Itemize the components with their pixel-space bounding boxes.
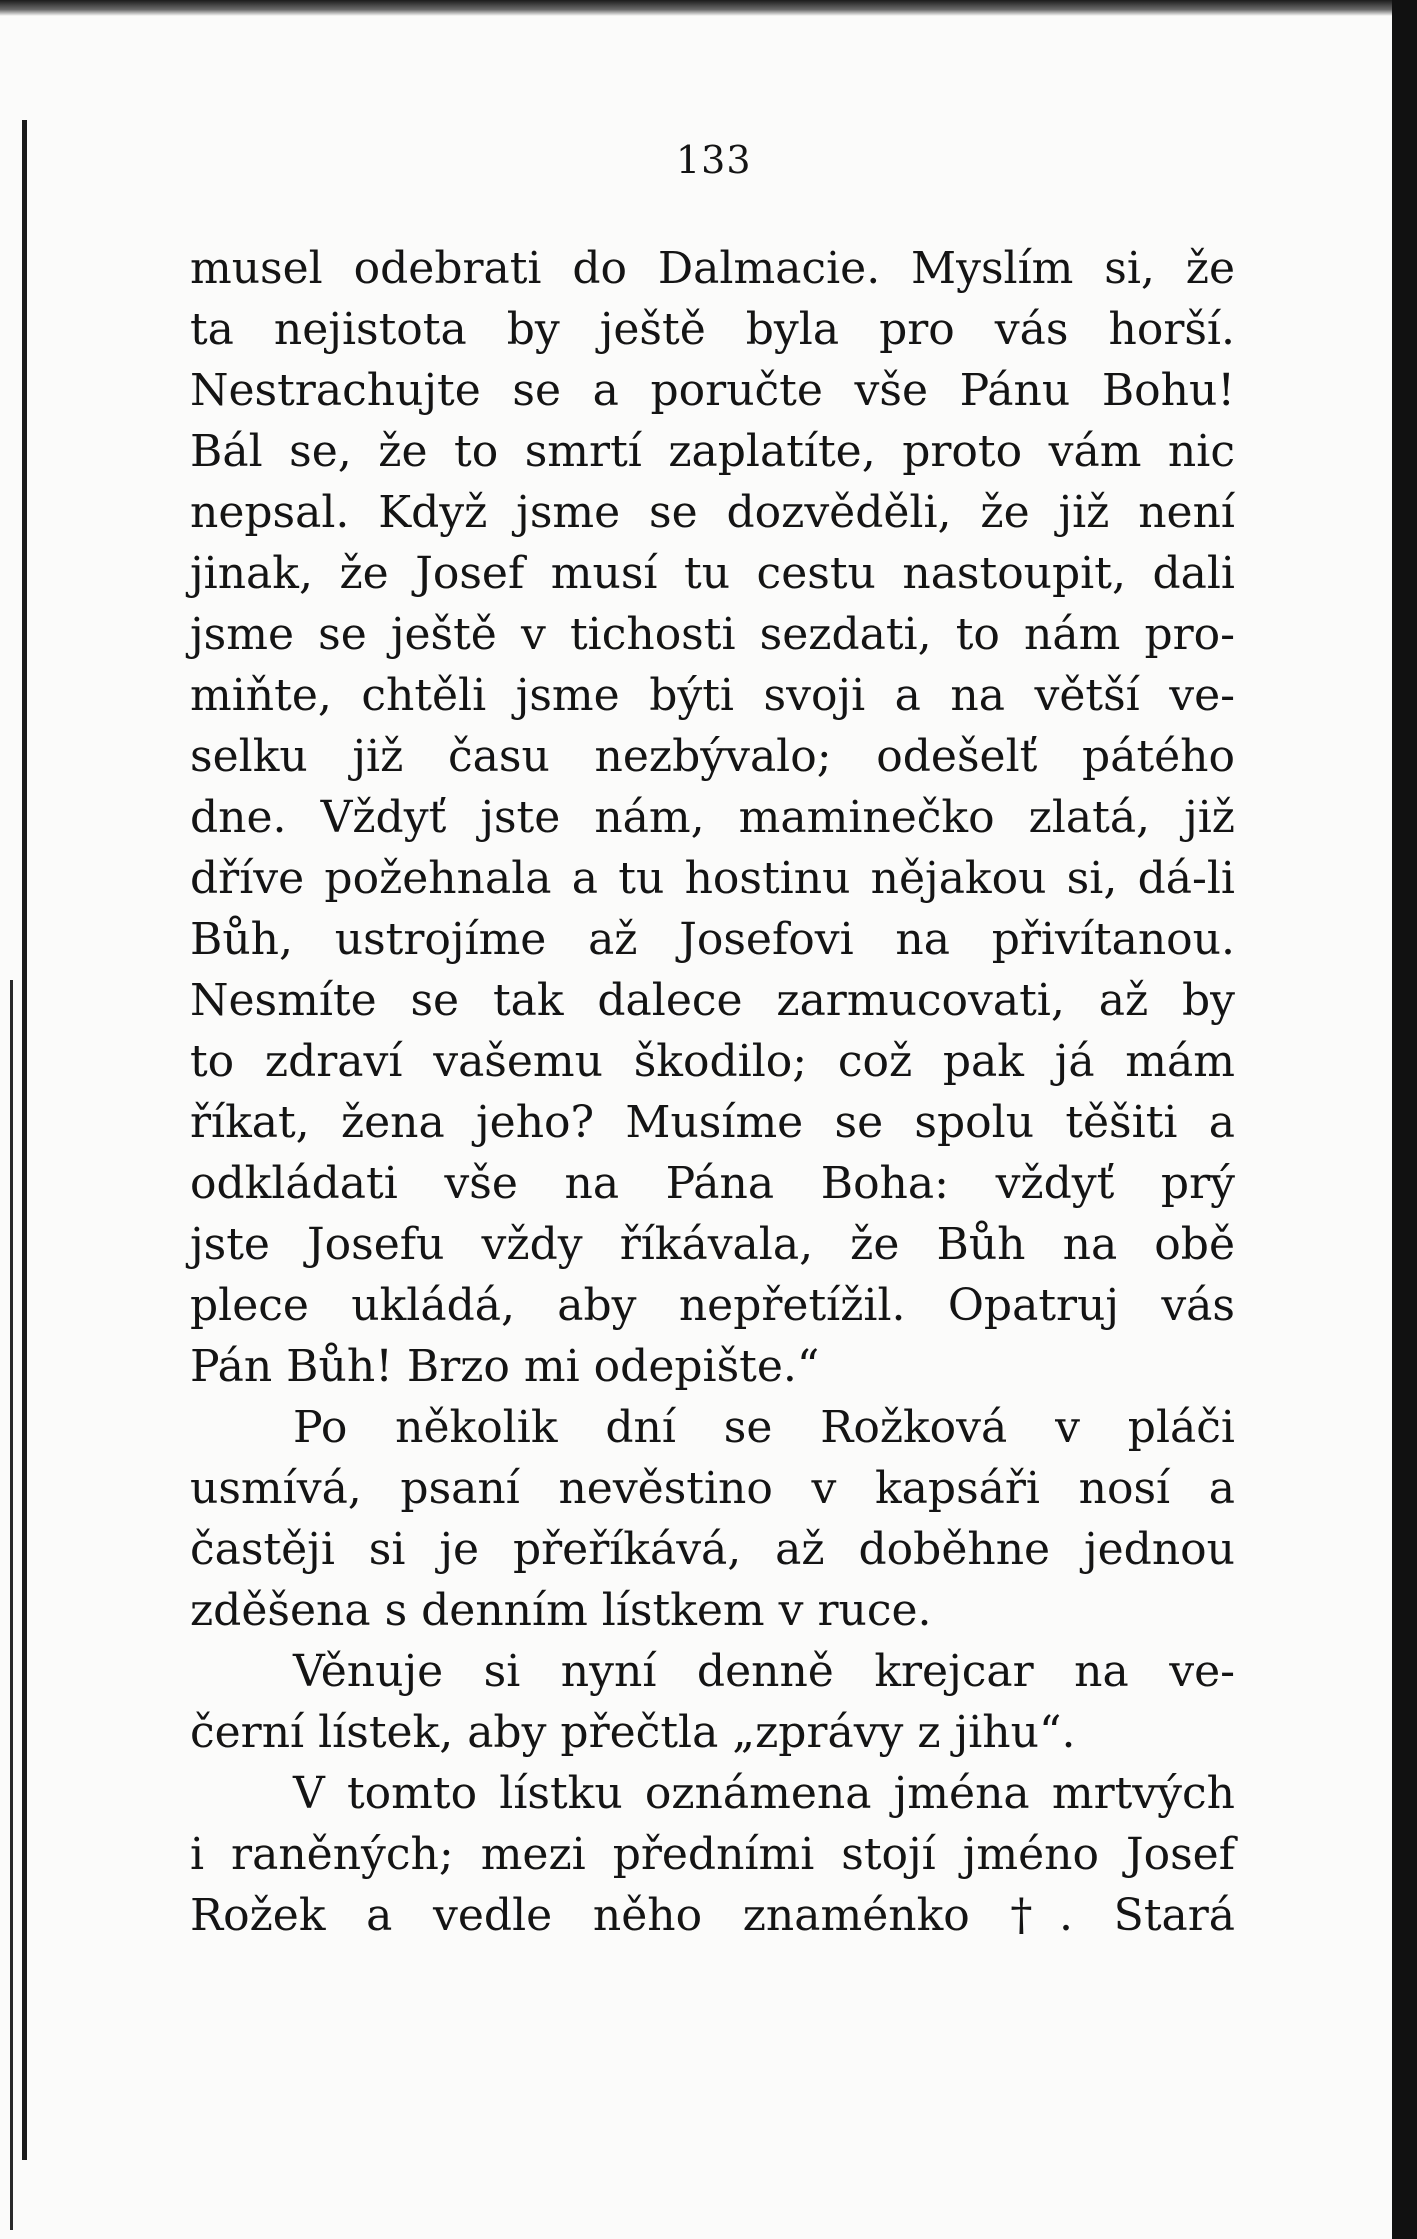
text-line: usmívá, psaní nevěstino v kapsáři nosí a <box>190 1463 1235 1514</box>
text-line-paragraph-end: černí lístek, aby přečtla „zprávy z jihu“. <box>190 1707 1076 1758</box>
text-line-paragraph-end: zděšena s denním lístkem v ruce. <box>190 1585 932 1636</box>
text-line: Bál se, že to smrtí zaplatíte, proto vám nic <box>190 426 1235 477</box>
text-line: říkat, žena jeho? Musíme se spolu těšiti a <box>190 1097 1235 1148</box>
text-line: plece ukládá, aby nepřetížil. Opatruj vás <box>190 1280 1235 1331</box>
scan-top-edge <box>0 0 1417 16</box>
text-line-paragraph-start: Po několik dní se Rožková v pláči <box>293 1402 1235 1453</box>
text-line-paragraph-start: V tomto lístku oznámena jména mrtvých <box>293 1768 1235 1819</box>
text-line: miňte, chtěli jsme býti svoji a na větší ve- <box>190 670 1235 721</box>
text-line: dříve požehnala a tu hostinu nějakou si, dá-li <box>190 853 1235 904</box>
text-line: Rožek a vedle něho znaménko †. Stará <box>190 1890 1235 1941</box>
body-text <box>190 238 1235 1946</box>
text-line: jinak, že Josef musí tu cestu nastoupit, dali <box>190 548 1235 599</box>
text-line-paragraph-end: Pán Bůh! Brzo mi odepište.“ <box>190 1341 820 1392</box>
text-line-paragraph-start: Věnuje si nyní denně krejcar na ve- <box>293 1646 1235 1697</box>
text-line: Bůh, ustrojíme až Josefovi na přivítanou. <box>190 914 1235 965</box>
text-line: častěji si je přeříkává, až doběhne jednou <box>190 1524 1235 1575</box>
scan-left-edge <box>22 120 27 2160</box>
text-line: selku již času nezbývalo; odešelť pátého <box>190 731 1235 782</box>
text-line: jsme se ještě v tichosti sezdati, to nám pro- <box>190 609 1235 660</box>
text-line: odkládati vše na Pána Boha: vždyť prý <box>190 1158 1235 1209</box>
text-line: dne. Vždyť jste nám, maminečko zlatá, již <box>190 792 1235 843</box>
text-line: i raněných; mezi předními stojí jméno Josef <box>190 1829 1235 1880</box>
text-line: Nesmíte se tak dalece zarmucovati, až by <box>190 975 1235 1026</box>
text-line: Nestrachujte se a poručte vše Pánu Bohu! <box>190 365 1235 416</box>
text-line: ta nejistota by ještě byla pro vás horší. <box>190 304 1235 355</box>
text-line: to zdraví vašemu škodilo; což pak já mám <box>190 1036 1235 1087</box>
page-number: 133 <box>676 138 752 182</box>
scan-left-edge-outer <box>10 980 13 2230</box>
text-line: musel odebrati do Dalmacie. Myslím si, že <box>190 243 1235 294</box>
text-line: nepsal. Když jsme se dozvěděli, že již není <box>190 487 1235 538</box>
scan-right-edge <box>1392 0 1417 2239</box>
text-line: jste Josefu vždy říkávala, že Bůh na obě <box>190 1219 1235 1270</box>
